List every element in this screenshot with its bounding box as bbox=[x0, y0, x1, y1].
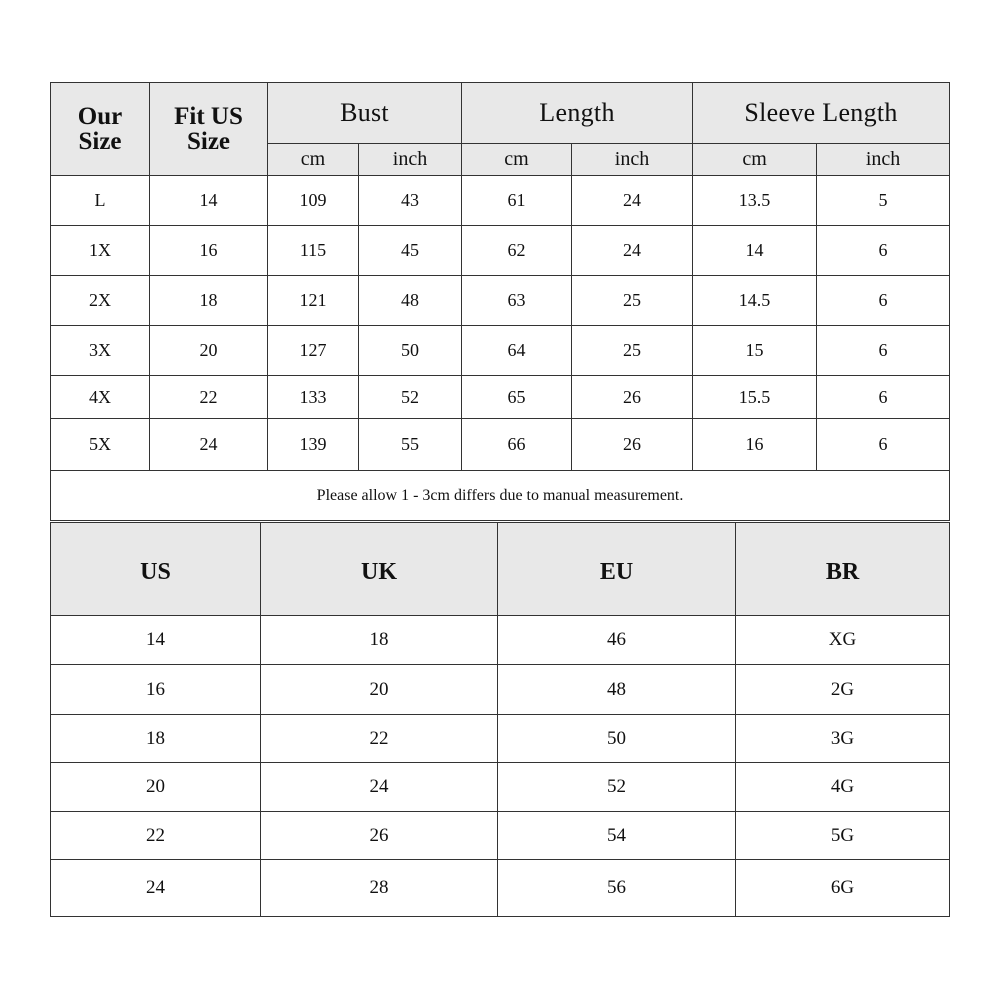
us-size-cell: 16 bbox=[51, 665, 261, 715]
length-cm-cell: 61 bbox=[462, 176, 572, 226]
our-size-cell: L bbox=[51, 176, 150, 226]
table-row bbox=[51, 326, 950, 376]
bust-inch-cell: 55 bbox=[359, 419, 462, 471]
length-cm-header: cm bbox=[462, 144, 572, 176]
bust-inch-cell: 45 bbox=[359, 226, 462, 276]
bust-cm-header: cm bbox=[268, 144, 359, 176]
br-size-cell: 2G bbox=[736, 665, 950, 715]
br-size-cell: 5G bbox=[736, 812, 950, 860]
eu-size-cell: 50 bbox=[498, 715, 736, 763]
length-cm-cell: 63 bbox=[462, 276, 572, 326]
table-row bbox=[51, 276, 950, 326]
size-chart-header-row bbox=[51, 83, 950, 144]
eu-size-cell: 48 bbox=[498, 665, 736, 715]
us-size-cell: 20 bbox=[51, 763, 261, 812]
our-size-cell: 4X bbox=[51, 376, 150, 419]
table-row bbox=[51, 176, 950, 226]
br-size-cell: 4G bbox=[736, 763, 950, 812]
our-size-header-line-1: Our bbox=[77, 103, 123, 130]
sleeve-inch-cell: 6 bbox=[817, 326, 950, 376]
length-inch-cell: 26 bbox=[572, 376, 693, 419]
measurement-note: Please allow 1 - 3cm differs due to manual measurement. bbox=[51, 471, 950, 521]
bust-header: Bust bbox=[268, 83, 462, 144]
length-cm-cell: 62 bbox=[462, 226, 572, 276]
fit-us-size-cell: 24 bbox=[150, 419, 268, 471]
our-size-cell: 1X bbox=[51, 226, 150, 276]
length-inch-header: inch bbox=[572, 144, 693, 176]
size-chart-body bbox=[51, 176, 950, 471]
eu-size-cell: 56 bbox=[498, 860, 736, 917]
length-inch-cell: 26 bbox=[572, 419, 693, 471]
uk-size-cell: 20 bbox=[261, 665, 498, 715]
fit-us-size-cell: 22 bbox=[150, 376, 268, 419]
bust-cm-cell: 121 bbox=[268, 276, 359, 326]
bust-cm-cell: 127 bbox=[268, 326, 359, 376]
table-row bbox=[51, 812, 950, 860]
br-size-cell: 3G bbox=[736, 715, 950, 763]
us-size-cell: 24 bbox=[51, 860, 261, 917]
bust-cm-cell: 109 bbox=[268, 176, 359, 226]
uk-header: UK bbox=[261, 523, 498, 616]
us-header: US bbox=[51, 523, 261, 616]
br-size-cell: 6G bbox=[736, 860, 950, 917]
br-size-cell: XG bbox=[736, 616, 950, 665]
us-size-cell: 22 bbox=[51, 812, 261, 860]
sleeve-inch-header: inch bbox=[817, 144, 950, 176]
fit-us-size-header bbox=[150, 83, 268, 176]
fit-us-size-header-line-1: Fit US bbox=[174, 103, 243, 130]
bust-cm-cell: 139 bbox=[268, 419, 359, 471]
length-cm-cell: 66 bbox=[462, 419, 572, 471]
fit-us-size-header-line-2: Size bbox=[186, 128, 231, 155]
eu-size-cell: 52 bbox=[498, 763, 736, 812]
uk-size-cell: 18 bbox=[261, 616, 498, 665]
table-row bbox=[51, 226, 950, 276]
conversion-chart-body bbox=[51, 616, 950, 917]
bust-cm-cell: 115 bbox=[268, 226, 359, 276]
fit-us-size-cell: 18 bbox=[150, 276, 268, 326]
us-size-cell: 14 bbox=[51, 616, 261, 665]
sleeve-cm-cell: 14 bbox=[693, 226, 817, 276]
sleeve-length-header: Sleeve Length bbox=[693, 83, 950, 144]
table-row bbox=[51, 665, 950, 715]
bust-inch-cell: 43 bbox=[359, 176, 462, 226]
us-size-cell: 18 bbox=[51, 715, 261, 763]
our-size-header-line-2: Size bbox=[78, 128, 122, 155]
eu-size-cell: 46 bbox=[498, 616, 736, 665]
uk-size-cell: 24 bbox=[261, 763, 498, 812]
sleeve-cm-cell: 13.5 bbox=[693, 176, 817, 226]
size-conversion-table bbox=[50, 522, 950, 917]
table-row bbox=[51, 376, 950, 419]
eu-header: EU bbox=[498, 523, 736, 616]
sleeve-inch-cell: 6 bbox=[817, 419, 950, 471]
bust-inch-cell: 52 bbox=[359, 376, 462, 419]
table-row bbox=[51, 419, 950, 471]
table-row bbox=[51, 860, 950, 917]
bust-cm-cell: 133 bbox=[268, 376, 359, 419]
sleeve-inch-cell: 6 bbox=[817, 276, 950, 326]
our-size-cell: 3X bbox=[51, 326, 150, 376]
fit-us-size-cell: 20 bbox=[150, 326, 268, 376]
sleeve-cm-cell: 16 bbox=[693, 419, 817, 471]
length-header: Length bbox=[462, 83, 693, 144]
br-header: BR bbox=[736, 523, 950, 616]
our-size-cell: 5X bbox=[51, 419, 150, 471]
bust-inch-cell: 50 bbox=[359, 326, 462, 376]
length-inch-cell: 24 bbox=[572, 176, 693, 226]
length-inch-cell: 25 bbox=[572, 276, 693, 326]
sleeve-inch-cell: 5 bbox=[817, 176, 950, 226]
length-inch-cell: 24 bbox=[572, 226, 693, 276]
uk-size-cell: 28 bbox=[261, 860, 498, 917]
table-row bbox=[51, 715, 950, 763]
eu-size-cell: 54 bbox=[498, 812, 736, 860]
sleeve-inch-cell: 6 bbox=[817, 376, 950, 419]
table-row bbox=[51, 763, 950, 812]
size-chart-table bbox=[50, 82, 950, 521]
uk-size-cell: 22 bbox=[261, 715, 498, 763]
table-row bbox=[51, 616, 950, 665]
sleeve-inch-cell: 6 bbox=[817, 226, 950, 276]
fit-us-size-cell: 16 bbox=[150, 226, 268, 276]
uk-size-cell: 26 bbox=[261, 812, 498, 860]
sleeve-cm-cell: 15.5 bbox=[693, 376, 817, 419]
length-cm-cell: 65 bbox=[462, 376, 572, 419]
our-size-cell: 2X bbox=[51, 276, 150, 326]
our-size-header bbox=[51, 83, 150, 176]
fit-us-size-cell: 14 bbox=[150, 176, 268, 226]
note-row bbox=[51, 471, 950, 521]
sleeve-cm-cell: 15 bbox=[693, 326, 817, 376]
length-inch-cell: 25 bbox=[572, 326, 693, 376]
length-cm-cell: 64 bbox=[462, 326, 572, 376]
sleeve-cm-cell: 14.5 bbox=[693, 276, 817, 326]
conversion-header-row bbox=[51, 523, 950, 616]
bust-inch-cell: 48 bbox=[359, 276, 462, 326]
bust-inch-header: inch bbox=[359, 144, 462, 176]
sleeve-cm-header: cm bbox=[693, 144, 817, 176]
